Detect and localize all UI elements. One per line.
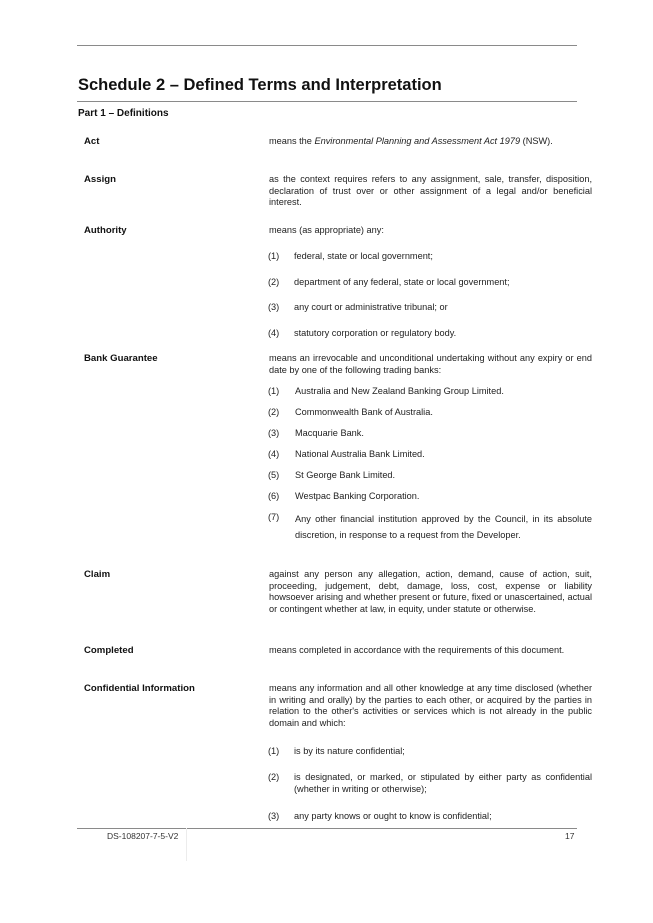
- list-item: Australia and New Zealand Banking Group Limited.: [295, 386, 504, 396]
- footer-divider: [186, 828, 187, 861]
- list-number: (6): [268, 491, 280, 501]
- list-number: (3): [268, 811, 280, 821]
- list-item: department of any federal, state or local government;: [294, 277, 510, 287]
- term-authority: Authority: [84, 225, 127, 236]
- definition-bank-guarantee: means an irrevocable and unconditional undertaking without any expiry or end date by one of the following trading banks:: [269, 353, 592, 375]
- list-number: (7): [268, 512, 280, 522]
- list-item: Macquarie Bank.: [295, 428, 364, 438]
- list-number: (2): [268, 772, 280, 782]
- definition-assign: as the context requires refers to any assignment, sale, transfer, disposition, declaration of trust over or other assignment of a legal and/or beneficial interest.: [269, 174, 592, 208]
- list-item: any court or administrative tribunal; or: [294, 302, 448, 312]
- title-rule: [77, 101, 577, 102]
- term-completed: Completed: [84, 645, 134, 656]
- section-heading: Part 1 – Definitions: [78, 108, 169, 119]
- list-number: (4): [268, 328, 280, 338]
- list-number: (3): [268, 428, 280, 438]
- list-number: (1): [268, 386, 280, 396]
- list-item: St George Bank Limited.: [295, 470, 396, 480]
- document-id: DS-108207-7-5-V2: [107, 831, 179, 841]
- list-item: Any other financial institution approved by the Council, in its absolute discretion, in response to a request from the Developer.: [295, 514, 592, 540]
- top-rule: [77, 45, 577, 46]
- page-title: Schedule 2 – Defined Terms and Interpretation: [78, 76, 442, 94]
- term-bank-guarantee: Bank Guarantee: [84, 353, 158, 364]
- list-item: National Australia Bank Limited.: [295, 449, 425, 459]
- list-item: federal, state or local government;: [294, 251, 433, 261]
- term-assign: Assign: [84, 174, 116, 185]
- definition-act: means the Environmental Planning and Assessment Act 1979 (NSW).: [269, 136, 553, 146]
- list-item: Westpac Banking Corporation.: [295, 491, 420, 501]
- definition-confidential-information: means any information and all other knowledge at any time disclosed (whether in writing and orally) by the parties to each other, or acquired by the parties in relation to the other's activities or services which is not already in the public domain and which:: [269, 683, 592, 728]
- term-act: Act: [84, 136, 100, 147]
- list-number: (1): [268, 746, 280, 756]
- list-item: Commonwealth Bank of Australia.: [295, 407, 433, 417]
- list-item: is by its nature confidential;: [294, 746, 405, 756]
- footer-rule: [77, 828, 577, 829]
- definition-completed: means completed in accordance with the requirements of this document.: [269, 645, 565, 655]
- list-number: (3): [268, 302, 280, 312]
- list-number: (2): [268, 277, 280, 287]
- list-number: (4): [268, 449, 280, 459]
- term-claim: Claim: [84, 569, 111, 580]
- term-confidential-information: Confidential Information: [84, 683, 195, 694]
- list-item: any party knows or ought to know is confidential;: [294, 811, 492, 821]
- list-number: (1): [268, 251, 280, 261]
- definition-claim: against any person any allegation, action, demand, cause of action, suit, proceeding, judgement, debt, damage, loss, cost, expense or liability howsoever arising and whether present or future, fixed or unascertained, actual or contingent whether at law, in equity, under statute or otherwise.: [269, 569, 592, 614]
- list-item: statutory corporation or regulatory body.: [294, 328, 457, 338]
- page-number: 17: [565, 831, 575, 841]
- definition-authority: means (as appropriate) any:: [269, 225, 384, 235]
- list-number: (5): [268, 470, 280, 480]
- list-item: is designated, or marked, or stipulated by either party as confidential (whether in writing or otherwise);: [294, 772, 592, 794]
- list-number: (2): [268, 407, 280, 417]
